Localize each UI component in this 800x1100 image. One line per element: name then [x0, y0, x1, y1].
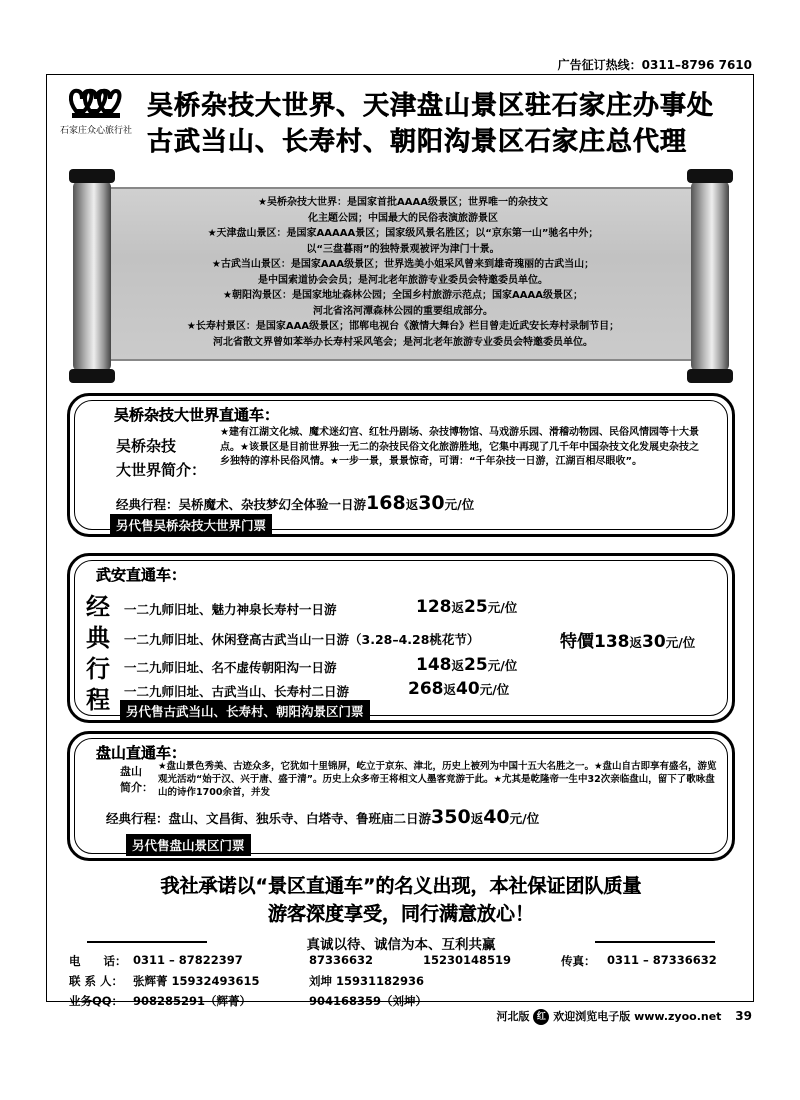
- scroll-line: ★天津盘山景区：是国家AAAAA景区；国家级风景名胜区；以“京东第一山”驰名中外；: [207, 228, 599, 239]
- phone-number: 0311 – 87822397: [133, 953, 243, 967]
- route-name: 一二九师旧址、古武当山、长寿村二日游: [124, 684, 350, 699]
- panshan-trip: [106, 806, 539, 828]
- route-rebate: 30: [642, 632, 666, 652]
- route-rebate-word: 返: [443, 682, 457, 697]
- scroll-line: 是中国索道协会会员；是河北老年旅游专业委员会特邀委员单位。: [258, 274, 548, 286]
- trip-label: 经典行程：盘山、文昌街、独乐寺、白塔寺、鲁班庙二日游: [106, 811, 432, 826]
- heart-logo-icon: [66, 81, 126, 121]
- ad-hotline: 广告征订热线：0311–8796 7610: [557, 58, 752, 72]
- route-unit: 元/位: [479, 682, 510, 697]
- scroll-text: [123, 195, 683, 350]
- panshan-ticket-tag: 另代售盘山景区门票: [126, 834, 251, 856]
- edition-label: 河北版: [496, 1010, 530, 1023]
- trip-price: 168: [366, 492, 406, 514]
- phone-number: 15230148519: [423, 953, 512, 967]
- classic-route-label: [86, 592, 116, 716]
- route-rebate-word: 返: [451, 658, 465, 673]
- wuqiao-ticket-tag: 另代售吴桥杂技大世界门票: [110, 514, 272, 536]
- motto-row: [87, 933, 715, 951]
- scroll-line: ★吴桥杂技大世界：是国家首批AAAA级景区；世界唯一的杂技文: [258, 197, 548, 208]
- wuan-title: 武安直通车：: [96, 566, 187, 584]
- scroll-line: ★朝阳沟景区：是国家地址森林公园；全国乡村旅游示范点；国家AAAA级景区；: [223, 290, 583, 301]
- route-unit: 元/位: [487, 658, 518, 673]
- trip-unit: 元/位: [509, 811, 540, 826]
- route-label-char: 程: [86, 686, 110, 714]
- route-price: 268: [408, 679, 444, 699]
- wuqiao-section: [67, 393, 735, 537]
- wuqiao-intro-text: ★建有江湖文化城、魔术迷幻宫、红牡丹剧场、杂技博物馆、马戏游乐园、滑稽动物园、民俗风情园等十大景点。★该景区是目前世界独一无二的杂技民俗文化旅游胜地，它集中再现了几千年中国杂技文化发展史杂技之乡独特的淳朴民俗风情。★一步一景，景景惊奇，可谓：“千年杂技一日游，江湖百相尽眼收”。: [220, 427, 699, 467]
- agency-logo: [51, 81, 141, 151]
- trip-rebate-word: 返: [470, 811, 484, 826]
- route-price: 138: [594, 632, 630, 652]
- qq-label: 业务QQ：: [69, 994, 124, 1008]
- agency-name: 石家庄众心旅行社: [59, 126, 132, 136]
- contact-person: 刘坤 15931182936: [309, 974, 425, 988]
- phone-number: 87336632: [309, 953, 374, 967]
- promise-line-2: 游客深度享受，同行满意放心！: [267, 903, 534, 925]
- wuqiao-title: 吴桥杂技大世界直通车：: [114, 406, 280, 424]
- fax-label: 传真：: [561, 954, 596, 968]
- qq-number: 908285291（辉菁）: [133, 994, 252, 1008]
- trip-rebate: 40: [483, 806, 510, 828]
- panshan-title: 盘山直通车：: [96, 744, 187, 762]
- headline-line-2: 古武当山、长寿村、朝阳沟景区石家庄总代理: [147, 127, 688, 157]
- headline-line-1: 吴桥杂技大世界、天津盘山景区驻石家庄办事处: [147, 91, 715, 121]
- wuan-ticket-tag: 另代售古武当山、长寿村、朝阳沟景区门票: [120, 700, 370, 722]
- scroll-line: 河北省洺河潭森林公园的重要组成部分。: [313, 305, 493, 317]
- wuan-route: [124, 630, 696, 652]
- route-label-char: 经: [86, 593, 110, 621]
- route-unit: 元/位: [665, 635, 696, 650]
- scroll-line: ★长寿村景区：是国家AAA级景区；邯郸电视台《激情大舞台》栏目曾走近武安长寿村录制节目；: [186, 321, 620, 332]
- route-rebate: 25: [464, 597, 488, 617]
- panshan-intro-text: ★盘山景色秀美、古迹众多，它犹如十里锦屏，屹立于京东、津北，历史上被列为中国十五大名胜之一。★盘山自古即享有盛名，游览观光活动“始于汉、兴于唐、盛于清”。历史上众多帝王将相文人墨客竞游于此。★尤其是乾隆帝一生中32次亲临盘山，留下了歌咏盘山的诗作1700余首，并发: [158, 761, 717, 798]
- route-name: 一二九师旧址、休闲登高古武当山一日游（3.28–4.28桃花节）: [124, 632, 480, 647]
- route-special: 特價: [560, 632, 594, 652]
- route-rebate-word: 返: [629, 635, 643, 650]
- route-rebate: 40: [456, 679, 480, 699]
- wuqiao-trip: [116, 492, 474, 514]
- intro-label-line: 简介：: [120, 781, 153, 794]
- wuan-route: [124, 679, 510, 700]
- trip-rebate: 30: [418, 492, 445, 514]
- contact-phone-row: [69, 953, 739, 969]
- wuan-route: [124, 655, 518, 676]
- fax-number: 0311 – 87336632: [607, 953, 717, 967]
- scenic-scroll: [65, 167, 737, 385]
- promise-line-1: 我社承诺以“景区直通车”的名义出现，本社保证团队质量: [160, 875, 642, 897]
- scroll-line: 河北省散文界曾如苯举办长寿村采风笔会；是河北老年旅游专业委员会特邀委员单位。: [213, 336, 593, 348]
- scroll-line: ★古武当山景区：是国家AAA级景区；世界选美小姐采风曾来到雄奇瑰丽的古武当山；: [211, 259, 595, 270]
- person-label: 联 系 人：: [69, 974, 124, 988]
- scroll-roller-left: [69, 167, 115, 385]
- intro-label-line: 吴桥杂技: [116, 437, 177, 455]
- ad-frame: [46, 74, 754, 1008]
- motto: 真诚以待、诚信为本、互利共赢: [306, 937, 496, 953]
- trip-unit: 元/位: [444, 497, 475, 512]
- qq-number: 904168359（刘坤）: [309, 994, 428, 1008]
- contact-person: 张辉菁 15932493615: [133, 974, 260, 988]
- divider: [595, 941, 715, 943]
- route-name: 一二九师旧址、名不虚传朝阳沟一日游: [124, 660, 337, 675]
- route-label-char: 典: [86, 624, 110, 652]
- trip-price: 350: [431, 806, 471, 828]
- wuan-route: [124, 597, 518, 618]
- panshan-section: [67, 731, 735, 861]
- route-rebate: 25: [464, 655, 488, 675]
- contact-qq-row: [69, 993, 739, 1009]
- phone-label: 电 话：: [69, 954, 127, 968]
- intro-label-line: 大世界简介：: [116, 461, 207, 479]
- route-price: 148: [416, 655, 452, 675]
- intro-label-line: 盘山: [120, 765, 142, 778]
- route-price: 128: [416, 597, 452, 617]
- trip-label: 经典行程：吴桥魔术、杂技梦幻全体验一日游: [116, 497, 367, 512]
- panshan-intro-label: [120, 764, 153, 796]
- wuan-section: [67, 553, 735, 723]
- scroll-line: 化主题公园；中国最大的民俗表演旅游景区: [308, 212, 498, 224]
- route-label-char: 行: [86, 655, 110, 683]
- page-number: 39: [735, 1009, 752, 1023]
- footer-link[interactable]: 欢迎浏览电子版 www.zyoo.net: [553, 1010, 722, 1023]
- route-name: 一二九师旧址、魅力神泉长寿村一日游: [124, 602, 337, 617]
- scroll-line: 以“三盘暮雨”的独特景观被评为津门十景。: [306, 243, 500, 255]
- scroll-roller-right: [687, 167, 733, 385]
- red-badge-icon: 红: [533, 1009, 549, 1025]
- route-unit: 元/位: [487, 600, 518, 615]
- route-rebate-word: 返: [451, 600, 465, 615]
- page-footer: [497, 1008, 752, 1025]
- wuqiao-intro-label: [116, 434, 206, 482]
- contact-person-row: [69, 973, 739, 989]
- trip-rebate-word: 返: [405, 497, 419, 512]
